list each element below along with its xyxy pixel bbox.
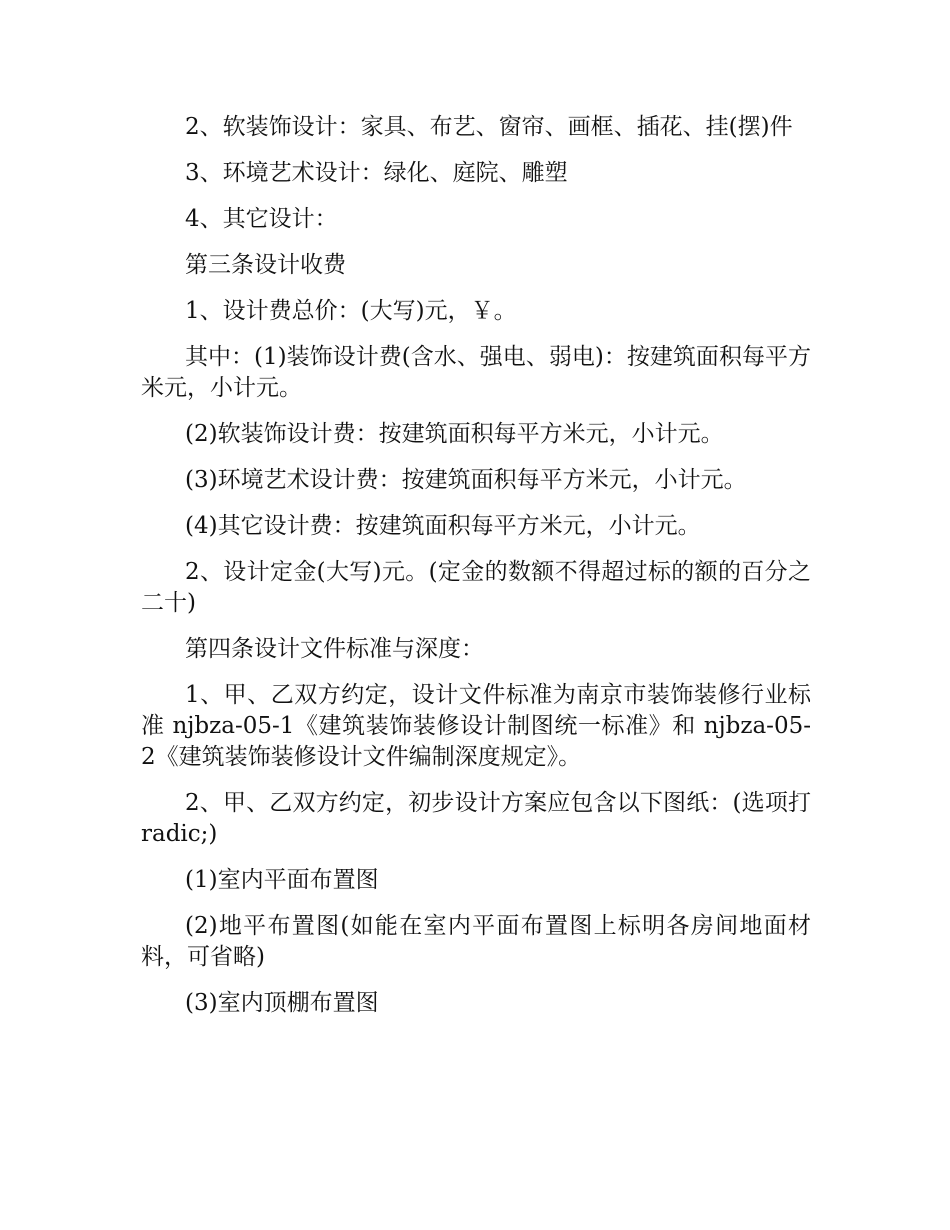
paragraph-environment-art-fee: (3)环境艺术设计费：按建筑面积每平方米元，小计元。 bbox=[185, 467, 747, 493]
paragraph-design-deposit: 2、设计定金(大写)元。(定金的数额不得超过标的额的百分之二十) bbox=[141, 559, 811, 616]
section-heading-design-standards: 第四条设计文件标准与深度： bbox=[185, 636, 484, 662]
paragraph-other-design: 4、其它设计： bbox=[185, 206, 338, 232]
paragraph-design-file-standard: 1、甲、乙双方约定，设计文件标准为南京市装饰装修行业标准 njbza-05-1《建筑装饰装修设计制图统一标准》和 njbza-05-2《建筑装饰装修设计文件编制深度规定》。 bbox=[141, 682, 811, 770]
list-item-floor-plan: (1)室内平面布置图 bbox=[185, 867, 379, 893]
paragraph-total-design-fee: 1、设计费总价：(大写)元，￥。 bbox=[185, 298, 517, 324]
section-heading-design-fees: 第三条设计收费 bbox=[185, 252, 346, 278]
paragraph-decoration-design-fee: 其中：(1)装饰设计费(含水、强电、弱电)：按建筑面积每平方米元，小计元。 bbox=[141, 344, 811, 401]
list-item-flooring-plan: (2)地平布置图(如能在室内平面布置图上标明各房间地面材料，可省略) bbox=[141, 913, 811, 970]
paragraph-soft-decoration-fee: (2)软装饰设计费：按建筑面积每平方米元，小计元。 bbox=[185, 421, 724, 447]
paragraph-soft-decoration-design: 2、软装饰设计：家具、布艺、窗帘、画框、插花、挂(摆)件 bbox=[185, 114, 793, 140]
paragraph-environment-art-design: 3、环境艺术设计：绿化、庭院、雕塑 bbox=[185, 160, 568, 186]
paragraph-other-design-fee: (4)其它设计费：按建筑面积每平方米元，小计元。 bbox=[185, 513, 701, 539]
document-body bbox=[141, 112, 811, 1034]
list-item-ceiling-plan: (3)室内顶棚布置图 bbox=[185, 990, 379, 1016]
paragraph-preliminary-drawings: 2、甲、乙双方约定，初步设计方案应包含以下图纸：(选项打 radic;) bbox=[141, 790, 811, 847]
